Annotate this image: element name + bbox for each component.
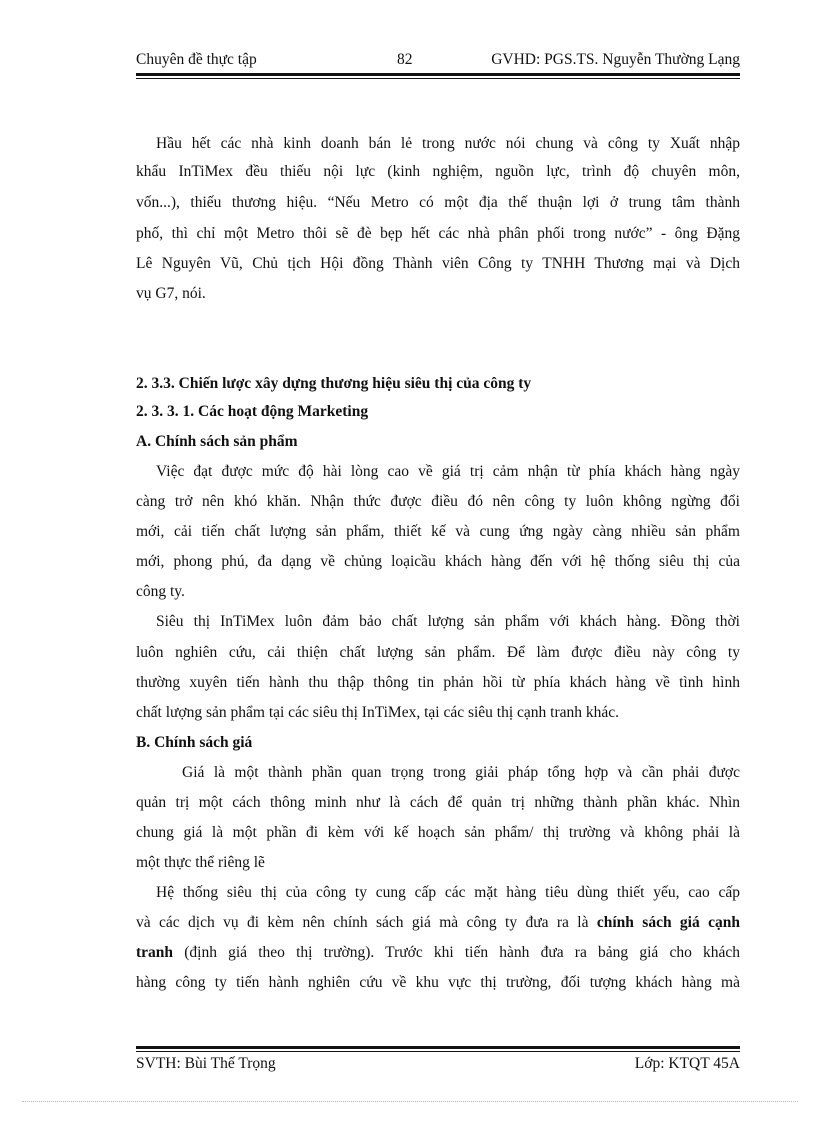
paragraph-line: công ty.: [136, 583, 185, 600]
footer-rule-thin: [136, 1051, 740, 1052]
paragraph-line: vụ G7, nói.: [136, 285, 206, 302]
paragraph-line: càng trở nên khó khăn. Nhận thức được điều đó nên công ty luôn không ngừng đổi: [136, 493, 740, 510]
paragraph-line: Siêu thị InTiMex luôn đảm bảo chất lượng sản phẩm với khách hàng. Đồng thời: [156, 613, 740, 630]
paragraph-line: Hầu hết các nhà kinh doanh bán lẻ trong nước nói chung và công ty Xuất nhập: [156, 135, 740, 152]
paragraph-fragment: (định giá theo thị trường). Trước khi tiến hành đưa ra bảng giá cho khách: [184, 944, 741, 961]
paragraph-line: chung giá là một phần đi kèm với kế hoạch sản phẩm/ thị trường và không phải là: [136, 824, 740, 841]
footer-student: SVTH: Bùi Thế Trọng: [136, 1055, 276, 1072]
paragraph-line: vốn...), thiếu thương hiệu. “Nếu Metro có một địa thế thuận lợi ở trung tâm thành: [136, 194, 740, 211]
paragraph-line: [136, 913, 740, 933]
paragraph-line: mới, phong phú, đa dạng về chủng loạicầu khách hàng đến với hệ thống siêu thị của: [136, 553, 740, 570]
paragraph-line: một thực thể riêng lẽ: [136, 854, 265, 871]
section-heading: 2. 3.3. Chiến lược xây dựng thương hiệu siêu thị của công ty: [136, 375, 532, 392]
bold-phrase: chính sách giá cạnh: [596, 914, 740, 931]
paragraph-line: phố, thì chỉ một Metro thôi sẽ đè bẹp hết các nhà phân phối trong nước” - ông Đặng: [136, 225, 740, 242]
paragraph-line: Lê Nguyên Vũ, Chủ tịch Hội đồng Thành viên Công ty TNHH Thương mại và Dịch: [136, 255, 740, 272]
paragraph-fragment: và các dịch vụ đi kèm nên chính sách giá mà công ty đưa ra là: [136, 914, 589, 931]
header-supervisor: GVHD: PGS.TS. Nguyễn Thường Lạng: [491, 51, 740, 68]
subheading-product-policy: A. Chính sách sản phẩm: [136, 433, 298, 450]
footer-class: Lớp: KTQT 45A: [634, 1055, 740, 1072]
bold-phrase: tranh: [136, 944, 174, 961]
footer-rule-thick: [136, 1046, 740, 1049]
header-title: Chuyên đề thực tập: [136, 51, 257, 68]
page-header: [136, 47, 740, 73]
paragraph-line: quản trị một cách thông minh như là cách để quản trị những thành phần khác. Nhìn: [136, 794, 740, 811]
paragraph-line: hàng công ty tiến hành nghiên cứu về khu vực thị trường, đối tượng khách hàng mà: [136, 974, 740, 991]
header-rule-thin: [136, 78, 740, 79]
paragraph-line: thường xuyên tiến hành thu thập thông tin phản hồi từ phía khách hàng về tình hình: [136, 674, 740, 691]
paragraph-line: Giá là một thành phần quan trọng trong giải pháp tổng hợp và cần phải được: [182, 764, 740, 781]
subheading-price-policy: B. Chính sách giá: [136, 734, 253, 751]
paragraph-line: khẩu InTiMex đều thiếu nội lực (kinh nghiệm, nguồn lực, trình độ chuyên môn,: [136, 163, 740, 180]
paragraph-line: chất lượng sản phẩm tại các siêu thị InTiMex, tại các siêu thị cạnh tranh khác.: [136, 704, 620, 721]
paragraph-line: Hệ thống siêu thị của công ty cung cấp các mặt hàng tiêu dùng thiết yếu, cao cấp: [156, 884, 740, 901]
paragraph-line: Việc đạt được mức độ hài lòng cao về giá trị cảm nhận từ phía khách hàng ngày: [156, 463, 740, 480]
paragraph-line: mới, cải tiến chất lượng sản phẩm, thiết kế và cung ứng ngày càng nhiều sản phẩm: [136, 523, 740, 540]
bottom-dotted-border: [22, 1101, 798, 1102]
paragraph-line: [136, 943, 740, 963]
header-page-number: 82: [397, 51, 413, 68]
paragraph-line: luôn nghiên cứu, cải thiện chất lượng sản phẩm. Để làm được điều này công ty: [136, 644, 740, 661]
subsection-heading: 2. 3. 3. 1. Các hoạt động Marketing: [136, 403, 369, 420]
header-rule-thick: [136, 73, 740, 76]
